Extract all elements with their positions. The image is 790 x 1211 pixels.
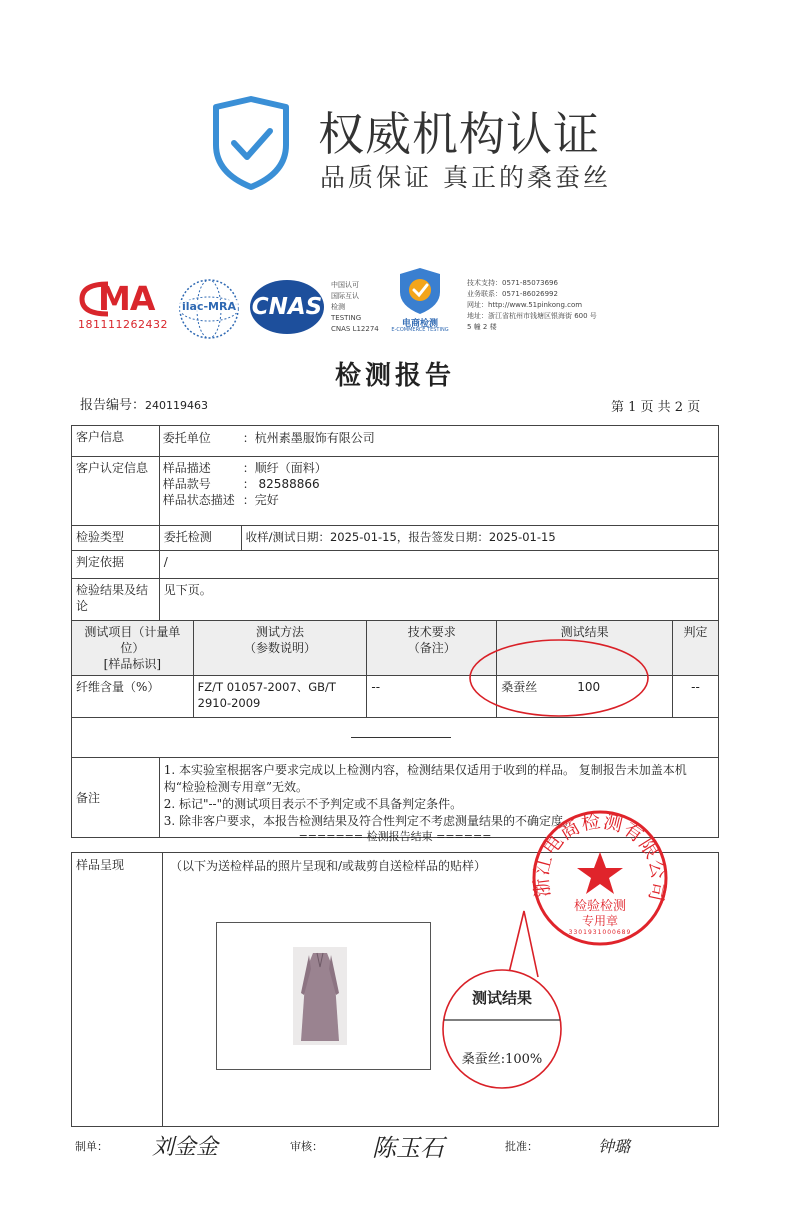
contact-info: [467, 278, 597, 333]
sample-no-value: ： 82588866: [242, 477, 320, 491]
spacer-row: [72, 718, 719, 758]
dress-image: [217, 923, 432, 1071]
report-end-line: ======= 检测报告结束 ======: [298, 830, 492, 843]
ec-name: 电商检测: [401, 319, 438, 329]
row-result-name: 桑蚕丝: [501, 680, 538, 694]
sample-desc-key: 样品描述: [162, 461, 211, 475]
sample-photo: [216, 922, 431, 1070]
sample-no-key: 样品款号: [162, 477, 211, 491]
client-key: 委托单位: [162, 431, 211, 445]
row-judge: --: [673, 676, 719, 718]
cnas-info-line: 国际互认: [331, 292, 359, 300]
inspect-type-label: 检验类型: [72, 526, 160, 551]
report-number: 240119463: [145, 399, 209, 412]
sample-state-key: 样品状态描述: [162, 493, 235, 507]
result-row: [72, 579, 719, 621]
sample-label: 样品呈现: [72, 853, 163, 1126]
header-method: [193, 621, 367, 676]
banner-title: 权威机构认证: [318, 107, 600, 161]
report-dates: 收样/测试日期：2025-01-15，报告签发日期：2025-01-15: [241, 526, 718, 551]
inspection-stamp: [530, 808, 670, 948]
header-method-text: 测试方法: [256, 625, 305, 639]
header-item: [72, 621, 194, 676]
report-table: [71, 425, 719, 838]
client-value: ：杭州素墨服饰有限公司: [242, 431, 375, 445]
review-signature: 陈玉石: [372, 1134, 444, 1162]
note-2: 2. 标记"--"的测试项目表示不予判定或不具备判定条件。: [163, 797, 463, 811]
inspect-type-value: 委托检测: [159, 526, 241, 551]
header-result: 测试结果: [497, 621, 673, 676]
contact-line: 技术支持：0571-85073696: [467, 279, 558, 287]
note-3: 3. 除非客户要求，本报告检测结果及符合性判定不考虑测量结果的不确定度。: [163, 814, 575, 828]
ec-testing-logo: [380, 266, 460, 336]
cnas-info-line: 检测: [331, 303, 345, 311]
cnas-info-line: 中国认可: [331, 281, 359, 289]
customer-cell: [159, 457, 718, 526]
client-cell: [159, 426, 718, 457]
made-label: 制单：: [75, 1140, 108, 1153]
cnas-info-line: CNAS L12274: [331, 325, 379, 333]
divider: [351, 737, 451, 738]
report-number-label: 报告编号：: [80, 398, 146, 413]
header-judge: 判定: [673, 621, 719, 676]
result-label: 检验结果及结论: [72, 579, 160, 621]
row-result-value: 100: [577, 680, 601, 694]
review-label: 审核：: [290, 1140, 323, 1153]
result-highlight-oval: [466, 636, 652, 720]
approve-label: 批准：: [505, 1140, 538, 1153]
contact-line: 网址：http://www.51pinkong.com: [467, 301, 583, 309]
cnas-logo: [248, 278, 326, 336]
sample-state-value: ：完好: [242, 493, 279, 507]
header-method-sub: （参数说明）: [244, 641, 317, 655]
contact-line: 地址：浙江省杭州市钱塘区银海街 600 号: [467, 312, 597, 320]
spacer-cell: [72, 718, 719, 758]
shield-check-icon: [208, 95, 294, 191]
client-label: 客户信息: [72, 426, 160, 457]
header-req-text: 技术要求: [407, 625, 456, 639]
ec-name-en: E-COMMERCE TESTING: [391, 327, 449, 333]
cnas-info-line: TESTING: [331, 314, 362, 322]
cma-logo: [78, 280, 170, 332]
customer-label: 客户认定信息: [72, 457, 160, 526]
report-number-row: [80, 394, 208, 413]
notes-label: 备注: [72, 758, 160, 838]
cma-number: 181111262432: [78, 318, 168, 331]
contact-line: 5 幢 2 楼: [467, 323, 497, 331]
callout-title: 测试结果: [471, 989, 532, 1007]
row-item: 纤维含量（%）: [72, 676, 194, 718]
report-title: 检测报告: [334, 361, 455, 391]
cnas-info: [331, 280, 379, 335]
row-req: --: [367, 676, 497, 718]
result-value: 见下页。: [159, 579, 718, 621]
basis-row: [72, 551, 719, 579]
stamp-center-line2: 专用章: [581, 914, 618, 928]
header-item-text: 测试项目（计量单位）: [84, 625, 181, 655]
stamp-ring-text: 浙江电商检测有限公司: [530, 810, 670, 905]
inspect-type-row: [72, 526, 719, 551]
approve-signature: 钟璐: [598, 1137, 631, 1156]
customer-row: [72, 457, 719, 526]
basis-label: 判定依据: [72, 551, 160, 579]
row-method: FZ/T 01057-2007、GB/T 2910-2009: [193, 676, 367, 718]
cnas-text: CNAS: [251, 294, 323, 320]
callout-result: 桑蚕丝:100%: [461, 1052, 543, 1067]
basis-value: /: [159, 551, 718, 579]
ilac-text: ilac-MRA: [180, 300, 238, 313]
cma-text: MA: [98, 279, 155, 318]
banner-subtitle: 品质保证 真正的桑蚕丝: [320, 163, 611, 192]
client-row: [72, 426, 719, 457]
sample-desc-value: ：顺纡（面料）: [242, 461, 327, 475]
stamp-serial: 3301931000689: [568, 929, 632, 936]
ec-badge-icon: [380, 266, 460, 316]
ilac-logo: [178, 278, 240, 340]
header-req-sub: （备注）: [407, 641, 456, 655]
sample-note: （以下为送检样品的照片呈现和/或裁剪自送检样品的贴样）: [170, 859, 487, 873]
contact-line: 业务联系：0571-86026992: [467, 290, 558, 298]
page-info: 第 1 页 共 2 页: [611, 400, 701, 415]
made-signature: 刘金金: [152, 1135, 219, 1160]
note-1: 1. 本实验室根据客户要求完成以上检测内容，检测结果仅适用于收到的样品。 复制报告未加盖本机构“检验检测专用章”无效。: [163, 763, 687, 794]
stamp-center-line1: 检验检测: [573, 899, 626, 914]
header-item-sub: [样品标识]: [103, 657, 162, 671]
